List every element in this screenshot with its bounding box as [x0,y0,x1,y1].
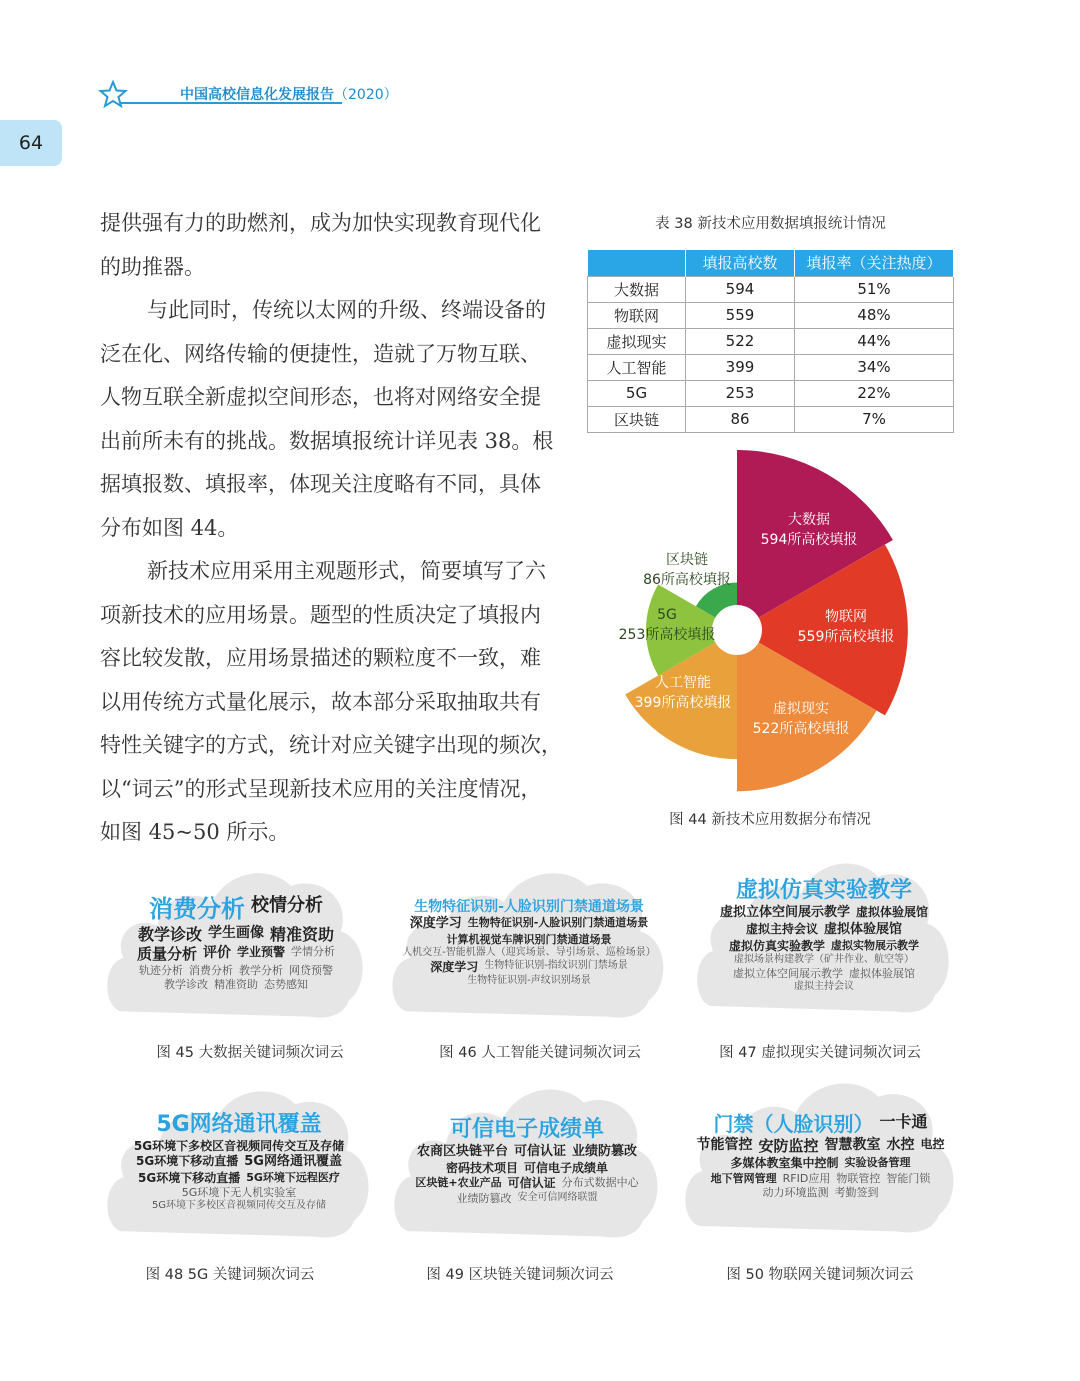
slice-category-label: 5G [657,607,677,623]
cloud-keyword: 虚拟实物展示教学 [831,938,919,952]
report-rate: 51% [795,276,954,302]
cloud-keyword: 水控 [886,1137,915,1154]
body-line: 泛在化、网络传输的便捷性，造就了万物互联、 [100,341,541,366]
school-count: 399 [686,354,795,380]
report-rate: 34% [795,354,954,380]
cloud-keywords [390,862,668,1022]
slice-value-label: 522所高校填报 [752,721,850,737]
cloud-keyword: 虚拟主持会议 [745,921,818,936]
body-text [100,202,575,855]
cloud-keyword: 电控 [920,1137,945,1152]
cloud-keyword: 学生画像 [208,924,264,941]
cloud-keyword: 虚拟主持会议 [794,981,854,993]
body-line: 人物互联全新虚拟空间形态，也将对网络安全提 [100,385,541,409]
table-caption: 表 38 新技术应用数据填报统计情况 [655,216,886,232]
cloud-keyword: 学业预警 [237,944,286,959]
cloud-keyword: 5G环境下多校区音视频同传交互及存储 [133,1138,345,1153]
cloud-keyword: 分布式数据中心 [561,1176,639,1190]
cloud-keyword: 学情分析 [291,944,336,958]
cloud-keyword: 密码技术项目 [445,1161,518,1175]
running-header [180,84,398,104]
cloud-keyword: 虚拟立体空间展示教学 [733,966,843,980]
figure-caption: 图 46 人工智能关键词频次词云 [439,1045,641,1061]
row-label: 大数据 [588,276,686,302]
cloud-keyword: 教学诊改 [164,977,208,991]
word-cloud-47 [695,852,953,1017]
cloud-keyword: 生物特征识别-指纹识别门禁场景 [484,960,628,972]
row-label: 物联网 [588,302,686,328]
word-cloud-46 [390,862,668,1022]
table-row [588,302,954,328]
cloud-keyword: 质量分析 [136,944,197,963]
cloud-keyword: 生物特征识别-人脸识别门禁通道场景 [414,898,644,915]
cloud-keyword: 地下管网管理 [710,1171,777,1185]
body-line: 出前所未有的挑战。数据填报统计详见表 38。根 [100,428,554,453]
body-line: 以用传统方式量化展示，故本部分采取抽取共有 [100,689,541,714]
body-line: 据填报数、填报率，体现关注度略有不同，具体 [100,472,541,496]
cloud-keyword: 门禁（人脸识别） [713,1112,874,1137]
slice-value-label: 594所高校填报 [760,532,858,548]
body-line: 容比较发散，应用场景描述的颗粒度不一致，难 [100,646,541,670]
cloud-keywords [105,862,367,1022]
cloud-keyword: 消费分析 [189,963,233,977]
school-count: 86 [686,406,795,432]
body-line: 与此同时，传统以太网的升级、终端设备的 [147,298,546,322]
cloud-keyword: 虚拟体验展馆 [849,966,915,980]
stats-table [587,250,954,433]
row-label: 虚拟现实 [588,328,686,354]
cloud-keyword: 教学分析 [239,963,283,977]
rose-center-hole [712,605,762,655]
header-star-icon [98,80,128,112]
figure-44-caption: 图 44 新技术应用数据分布情况 [669,812,871,828]
slice-value-label: 253所高校填报 [618,627,716,643]
body-line: 分布如图 44。 [100,515,239,540]
body-line: 新技术应用采用主观题形式，简要填写了六 [147,559,546,583]
cloud-keyword: 可信电子成绩单 [524,1161,609,1175]
slice-category-label: 大数据 [788,512,830,528]
word-cloud-45 [105,862,367,1022]
table-row [588,354,954,380]
cloud-keyword: 精准资助 [270,924,335,944]
table-header-row [588,250,954,276]
cloud-keywords [695,852,953,1017]
table-row [588,380,954,406]
figure-caption: 图 48 5G 关键词频次词云 [145,1267,315,1283]
page-number: 64 [0,120,62,166]
cloud-keyword: 实验设备管理 [844,1156,911,1170]
word-cloud-48 [105,1080,373,1242]
school-count: 559 [686,302,795,328]
cloud-keyword: 虚拟场景构建教学（矿井作业、航空等） [734,953,914,965]
body-line: 特性关键字的方式，统计对应关键字出现的频次， [100,733,562,757]
cloud-keyword: 虚拟仿真实验教学 [735,877,912,903]
cloud-keyword: 可信认证 [507,1176,556,1191]
row-label: 5G [588,380,686,406]
figure-caption: 图 47 虚拟现实关键词频次词云 [719,1045,921,1061]
body-line: 项新技术的应用场景。题型的性质决定了填报内 [100,602,541,627]
report-rate: 7% [795,406,954,432]
slice-value-label: 86所高校填报 [643,572,731,588]
cloud-keyword: 教学诊改 [137,924,202,944]
cloud-keyword: 5G网络通讯覆盖 [244,1154,342,1170]
cloud-keyword: 虚拟立体空间展示教学 [719,905,850,921]
cloud-keyword: 考勤签到 [834,1185,879,1199]
cloud-keyword: RFID应用 [782,1171,831,1185]
word-cloud-49 [392,1078,662,1242]
body-line: 的助推器。 [100,254,205,279]
row-label: 区块链 [588,406,686,432]
cloud-keyword: 生物特征识别-人脸识别门禁通道场景 [467,916,649,930]
cloud-keyword: 节能管控 [696,1137,753,1154]
cloud-keyword: 安全可信网络联盟 [517,1191,598,1203]
cloud-keyword: 网贷预警 [289,963,333,977]
cloud-keyword: 5G环境下远程医疗 [246,1170,340,1184]
school-count: 253 [686,380,795,406]
cloud-keyword: 虚拟仿真实验教学 [728,938,825,953]
cloud-keyword: 动力环境监测 [762,1185,829,1199]
table-row [588,276,954,302]
cloud-keyword: 5G环境下移动直播 [136,1154,239,1169]
body-line: 如图 45~50 所示。 [100,820,290,844]
cloud-keyword: 人机交互-智能机器人（迎宾场景、导引场景、巡检场景） [402,947,656,959]
cloud-keywords [392,1078,662,1242]
table-row [588,406,954,432]
cloud-keywords [105,1080,373,1242]
slice-value-label: 399所高校填报 [634,695,732,711]
report-rate: 44% [795,328,954,354]
body-line: 提供强有力的助燃剂，成为加快实现教育现代化 [100,211,541,235]
cloud-keyword: 多媒体教室集中控制 [730,1156,839,1171]
report-year: （2020） [334,87,398,103]
cloud-keyword: 农商区块链平台 [416,1144,508,1160]
report-rate: 22% [795,380,954,406]
slice-category-label: 虚拟现实 [773,701,829,717]
cloud-keyword: 5G环境下移动直播 [138,1170,241,1185]
table-header-cell: 填报率（关注热度） [795,250,954,276]
cloud-keyword: 5G环境下无人机实验室 [181,1186,297,1200]
cloud-keyword: 一卡通 [879,1112,928,1132]
cloud-keyword: 深度学习 [430,960,479,975]
cloud-keyword: 业绩防篡改 [456,1191,512,1205]
table-row [588,328,954,354]
slice-category-label: 物联网 [825,609,867,625]
body-line: 以“词云”的形式呈现新技术应用的关注度情况， [100,776,542,801]
cloud-keyword: 态势感知 [264,977,308,991]
cloud-keyword: 智能门锁 [886,1171,931,1185]
cloud-keyword: 智慧教室 [824,1137,881,1154]
cloud-keyword: 评价 [203,944,231,961]
table-header-cell [588,250,686,276]
cloud-keyword: 5G网络通讯覆盖 [156,1111,322,1137]
figure-caption: 图 45 大数据关键词频次词云 [156,1045,344,1061]
cloud-keyword: 计算机视觉车牌识别门禁通道场景 [446,932,612,946]
school-count: 594 [686,276,795,302]
cloud-keyword: 精准资助 [214,977,258,991]
cloud-keyword: 区块链+农业产品 [415,1176,502,1190]
cloud-keyword: 5G环境下多校区音视频同传交互及存储 [151,1200,327,1212]
cloud-keyword: 可信认证 [513,1144,566,1160]
slice-category-label: 区块链 [666,552,708,568]
report-title: 中国高校信息化发展报告 [180,87,334,103]
cloud-keyword: 虚拟体验展馆 [824,921,903,937]
school-count: 522 [686,328,795,354]
cloud-keyword: 虚拟体验展馆 [856,905,929,920]
cloud-keyword: 可信电子成绩单 [449,1117,604,1143]
cloud-keyword: 轨迹分析 [139,963,183,977]
figure-caption: 图 50 物联网关键词频次词云 [726,1267,914,1283]
cloud-keyword: 生物特征识别-声纹识别场景 [467,975,591,987]
report-rate: 48% [795,302,954,328]
table-header-cell: 填报高校数 [686,250,795,276]
figure-caption: 图 49 区块链关键词频次词云 [426,1267,614,1283]
cloud-keyword: 校情分析 [251,894,323,916]
cloud-keyword: 安防监控 [758,1137,819,1156]
rose-chart [580,440,940,800]
word-cloud-50 [683,1072,958,1237]
cloud-keyword: 消费分析 [149,894,245,923]
cloud-keywords [683,1072,958,1237]
slice-value-label: 559所高校填报 [797,629,895,645]
cloud-keyword: 业绩防篡改 [572,1144,638,1160]
slice-category-label: 人工智能 [655,675,711,691]
cloud-keyword: 深度学习 [409,916,462,932]
cloud-keyword: 物联管控 [836,1171,881,1185]
row-label: 人工智能 [588,354,686,380]
